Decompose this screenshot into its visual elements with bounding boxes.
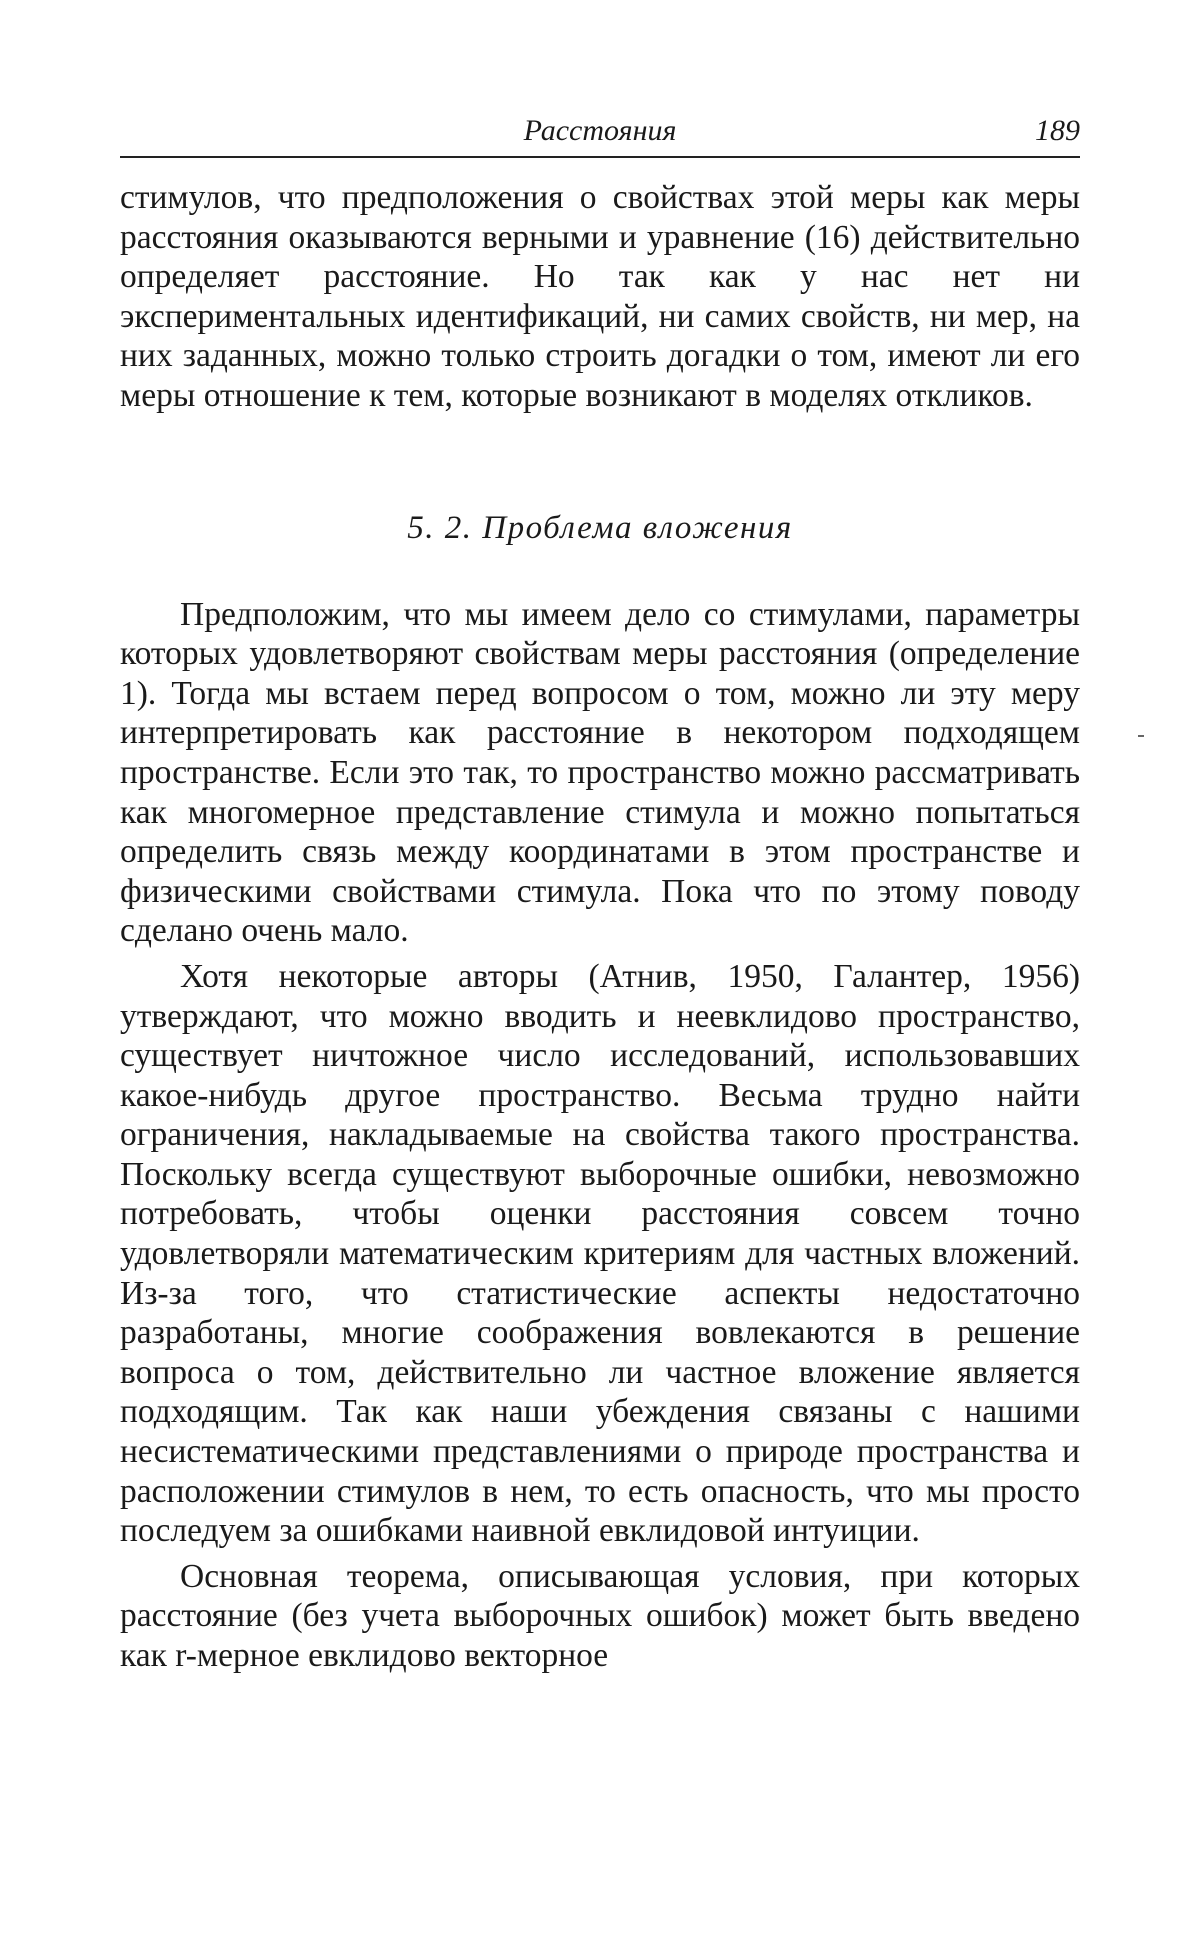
paragraph-continued: стимулов, что предположения о свойствах этой меры как меры расстояния оказываются верными и уравнение (16) действительно определяет расстояние. Но так как у нас нет ни экспериментальных идентификаций, ни самих свойств, ни мер, на них заданных, можно только строить догадки о том, имеют ли его меры отношение к тем, которые возникают в моделях откликов. (120, 179, 1080, 414)
section-heading: 5. 2. Проблема вложения (407, 509, 793, 546)
scan-mark (1138, 735, 1144, 737)
paragraph: Основная теорема, описывающая условия, при которых расстояние (без учета выборочных ошибок) может быть введено как r-мерное евклидово векторное (120, 1557, 1080, 1674)
running-title: Расстояния (523, 114, 677, 147)
book-page (120, 100, 1080, 1676)
paragraph: Предположим, что мы имеем дело со стимулами, параметры которых удовлетворяют свойствам меры расстояния (определение 1). Тогда мы встаем перед вопросом о том, можно ли эту меру интерпретировать как расстояние в некотором подходящем пространстве. Если это так, то пространство можно рассматривать как многомерное представление стимула и можно попытаться определить связь между координатами в этом пространстве и физическими свойствами стимула. Пока что по этому поводу сделано очень мало. (120, 595, 1080, 950)
body-text (120, 178, 1080, 1676)
running-header (120, 100, 1080, 158)
page-number: 189 (1035, 114, 1080, 147)
paragraph: Хотя некоторые авторы (Атнив, 1950, Галантер, 1956) утверждают, что можно вводить и неевклидово пространство, существует ничтожное число исследований, использовавших какое-нибудь другое пространство. Весьма трудно найти ограничения, накладываемые на свойства такого пространства. Поскольку всегда существуют выборочные ошибки, невозможно потребовать, чтобы оценки расстояния совсем точно удовлетворяли математическим критериям для частных вложений. Из-за того, что статистические аспекты недостаточно разработаны, многие соображения вовлекаются в решение вопроса о том, действительно ли частное вложение является подходящим. Так как наши убеждения связаны с нашими несистематическими представлениями о природе пространства и расположении стимулов в нем, то есть опасность, что мы просто последуем за ошибками наивной евклидовой интуиции. (120, 957, 1080, 1550)
